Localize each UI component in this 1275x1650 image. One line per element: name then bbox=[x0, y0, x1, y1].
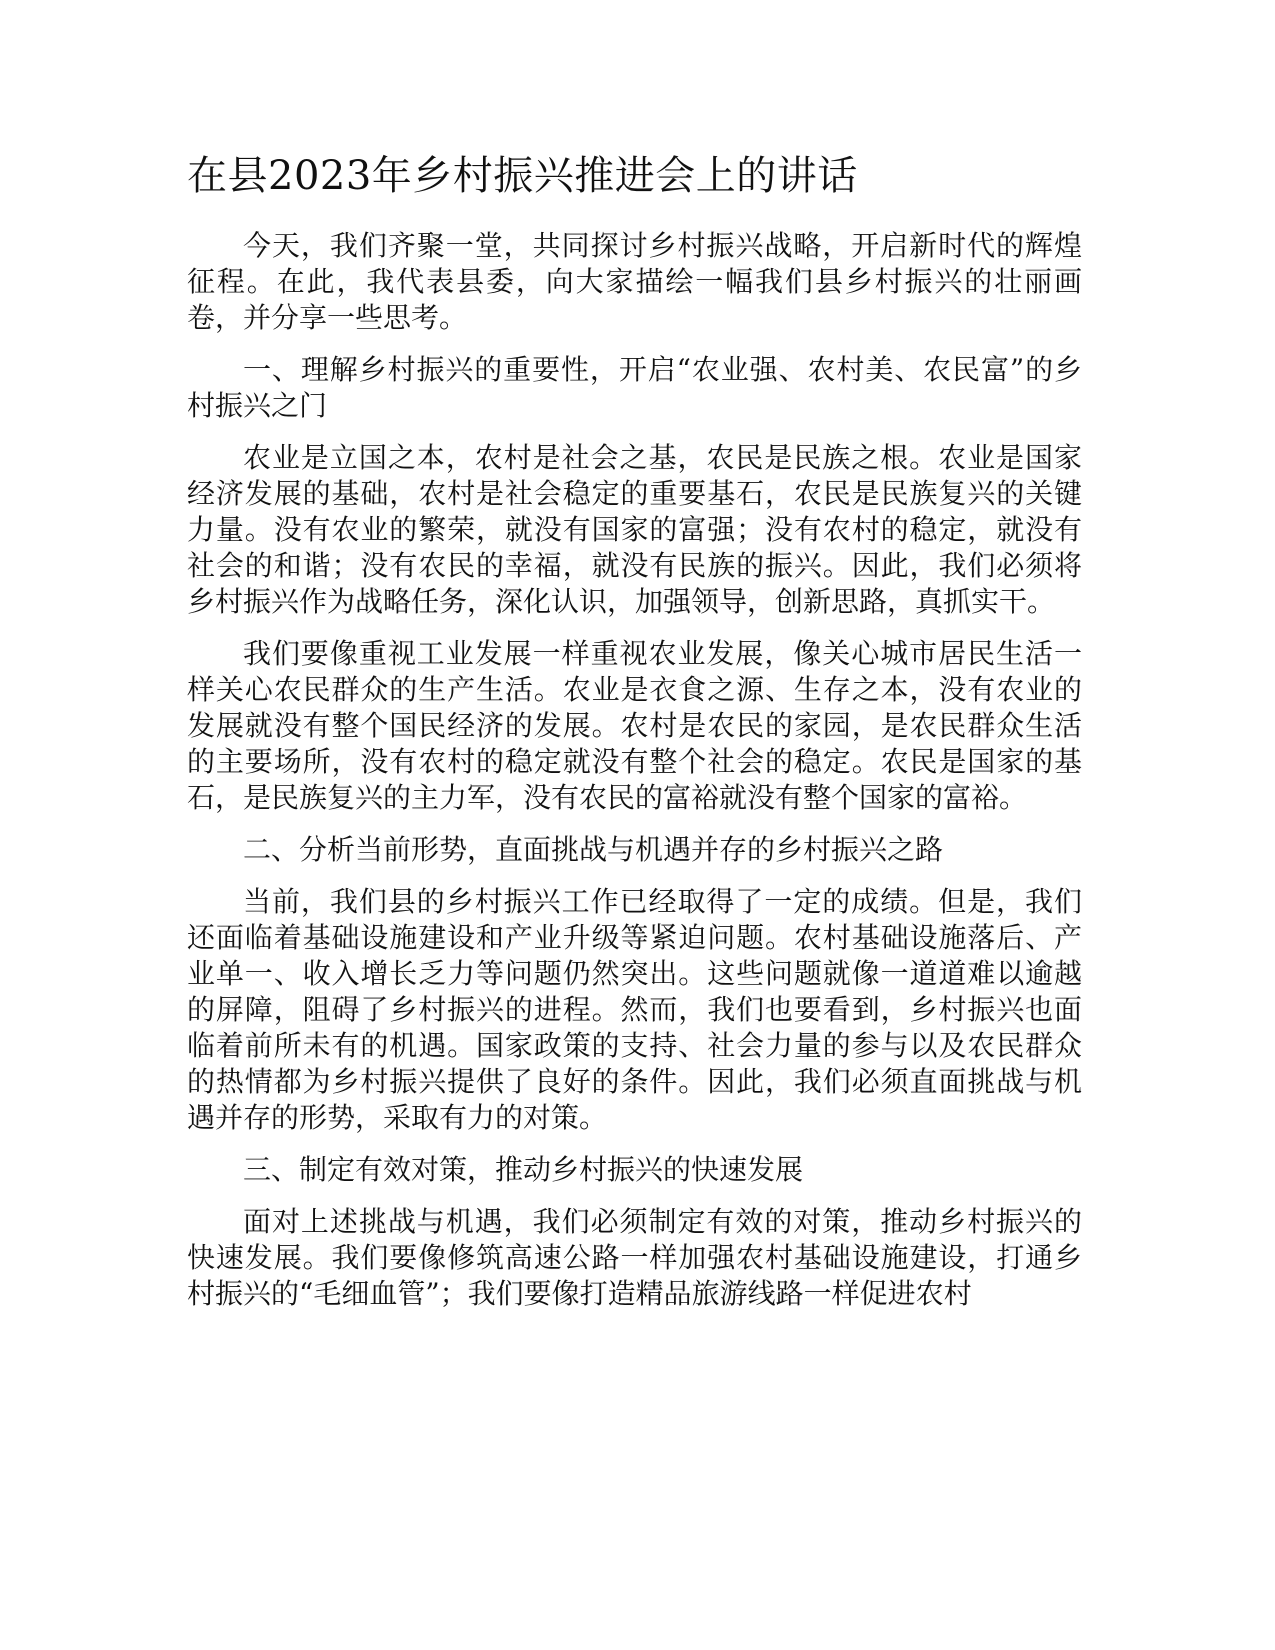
document-body bbox=[187, 150, 1082, 1328]
section-heading-2: 二、分析当前形势，直面挑战与机遇并存的乡村振兴之路 bbox=[243, 833, 944, 866]
paragraph-countermeasures: 面对上述挑战与机遇，我们必须制定有效的对策，推动乡村振兴的快速发展。我们要像修筑高速公路一样加强农村基础设施建设，打通乡村振兴的“毛细血管”；我们要像打造精品旅游线路一样促进农村 bbox=[187, 1205, 1082, 1310]
paragraph-importance: 农业是立国之本，农村是社会之基，农民是民族之根。农业是国家经济发展的基础，农村是社会稳定的重要基石，农民是民族复兴的关键力量。没有农业的繁荣，就没有国家的富强；没有农村的稳定，就没有社会的和谐；没有农民的幸福，就没有民族的振兴。因此，我们必须将乡村振兴作为战略任务，深化认识，加强领导，创新思路，真抓实干。 bbox=[187, 441, 1082, 618]
paragraph-agriculture: 我们要像重视工业发展一样重视农业发展，像关心城市居民生活一样关心农民群众的生产生活。农业是衣食之源、生存之本，没有农业的发展就没有整个国民经济的发展。农村是农民的家园，是农民群众生活的主要场所，没有农村的稳定就没有整个社会的稳定。农民是国家的基石，是民族复兴的主力军，没有农民的富裕就没有整个国家的富裕。 bbox=[187, 637, 1082, 814]
document-title: 在县2023年乡村振兴推进会上的讲话 bbox=[187, 153, 858, 199]
section-heading-1: 一、理解乡村振兴的重要性，开启“农业强、农村美、农民富”的乡村振兴之门 bbox=[187, 353, 1082, 422]
section-heading-3: 三、制定有效对策，推动乡村振兴的快速发展 bbox=[243, 1153, 804, 1186]
paragraph-intro: 今天，我们齐聚一堂，共同探讨乡村振兴战略，开启新时代的辉煌征程。在此，我代表县委，向大家描绘一幅我们县乡村振兴的壮丽画卷，并分享一些思考。 bbox=[187, 229, 1082, 334]
paragraph-situation: 当前，我们县的乡村振兴工作已经取得了一定的成绩。但是，我们还面临着基础设施建设和产业升级等紧迫问题。农村基础设施落后、产业单一、收入增长乏力等问题仍然突出。这些问题就像一道道难以逾越的屏障，阻碍了乡村振兴的进程。然而，我们也要看到，乡村振兴也面临着前所未有的机遇。国家政策的支持、社会力量的参与以及农民群众的热情都为乡村振兴提供了良好的条件。因此，我们必须直面挑战与机遇并存的形势，采取有力的对策。 bbox=[187, 885, 1082, 1134]
